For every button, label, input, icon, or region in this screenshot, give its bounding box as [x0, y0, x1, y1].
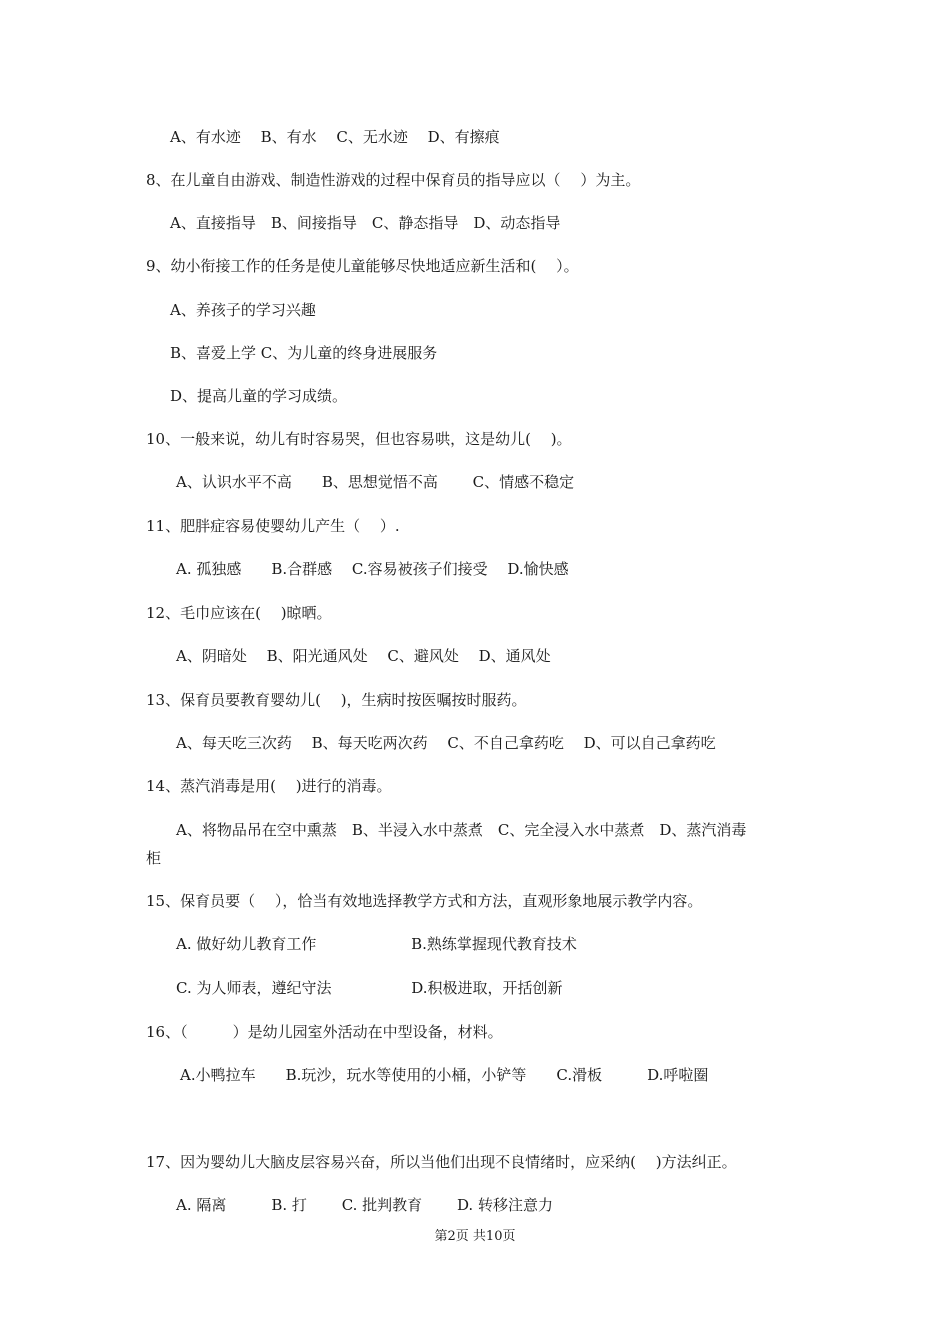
option-line: B、喜爱上学 C、为儿童的终身进展服务 — [170, 344, 438, 362]
question-text: 16、（ ）是幼儿园室外活动在中型设备，材料。 — [146, 1023, 503, 1041]
wrapped-line: 柜 — [146, 849, 162, 867]
option-line: A、直接指导 B、间接指导 C、静态指导 D、动态指导 — [170, 214, 561, 232]
question-text: 12、毛巾应该在( )晾晒。 — [146, 604, 332, 622]
option-line: D、提高儿童的学习成绩。 — [170, 387, 348, 405]
question-text: 8、在儿童自由游戏、制造性游戏的过程中保育员的指导应以（ ）为主。 — [146, 171, 641, 189]
question-text: 9、幼小衔接工作的任务是使儿童能够尽快地适应新生活和( ）。 — [146, 257, 579, 275]
option-line: A. 孤独感 B.合群感 C.容易被孩子们接受 D.愉快感 — [176, 560, 569, 578]
option-line: A. 做好幼儿教育工作 B.熟练掌握现代教育技术 — [176, 935, 577, 953]
option-line: A、有水迹 B、有水 C、无水迹 D、有擦痕 — [170, 128, 500, 146]
option-line: A、养孩子的学习兴趣 — [170, 301, 316, 319]
option-line: A、每天吃三次药 B、每天吃两次药 C、不自己拿药吃 D、可以自己拿药吃 — [176, 734, 716, 752]
question-text: 13、保育员要教育婴幼儿( )，生病时按医嘱按时服药。 — [146, 691, 527, 709]
question-text: 15、保育员要（ ），恰当有效地选择教学方式和方法，直观形象地展示教学内容。 — [146, 892, 703, 910]
question-text: 11、肥胖症容易使婴幼儿产生（ ）. — [146, 517, 400, 535]
option-line: A、阴暗处 B、阳光通风处 C、避风处 D、通风处 — [176, 647, 551, 665]
option-line: A.小鸭拉车 B.玩沙，玩水等使用的小桶，小铲等 C.滑板 D.呼啦圈 — [180, 1066, 709, 1084]
question-text: 14、蒸汽消毒是用( )进行的消毒。 — [146, 777, 392, 795]
option-line: C. 为人师表，遵纪守法 D.积极进取，开括创新 — [176, 979, 563, 997]
option-line: A. 隔离 B. 打 C. 批判教育 D. 转移注意力 — [176, 1196, 553, 1214]
question-text: 17、因为婴幼儿大脑皮层容易兴奋，所以当他们出现不良情绪时，应采纳( )方法纠正。 — [146, 1153, 737, 1171]
question-text: 10、一般来说，幼儿有时容易哭，但也容易哄，这是幼儿( )。 — [146, 430, 572, 448]
page-footer: 第2页 共10页 — [434, 1229, 516, 1244]
option-line: A、认识水平不高 B、思想觉悟不高 C、情感不稳定 — [176, 473, 575, 491]
option-line: A、将物品吊在空中熏蒸 B、半浸入水中蒸煮 C、完全浸入水中蒸煮 D、蒸汽消毒 — [176, 821, 747, 839]
